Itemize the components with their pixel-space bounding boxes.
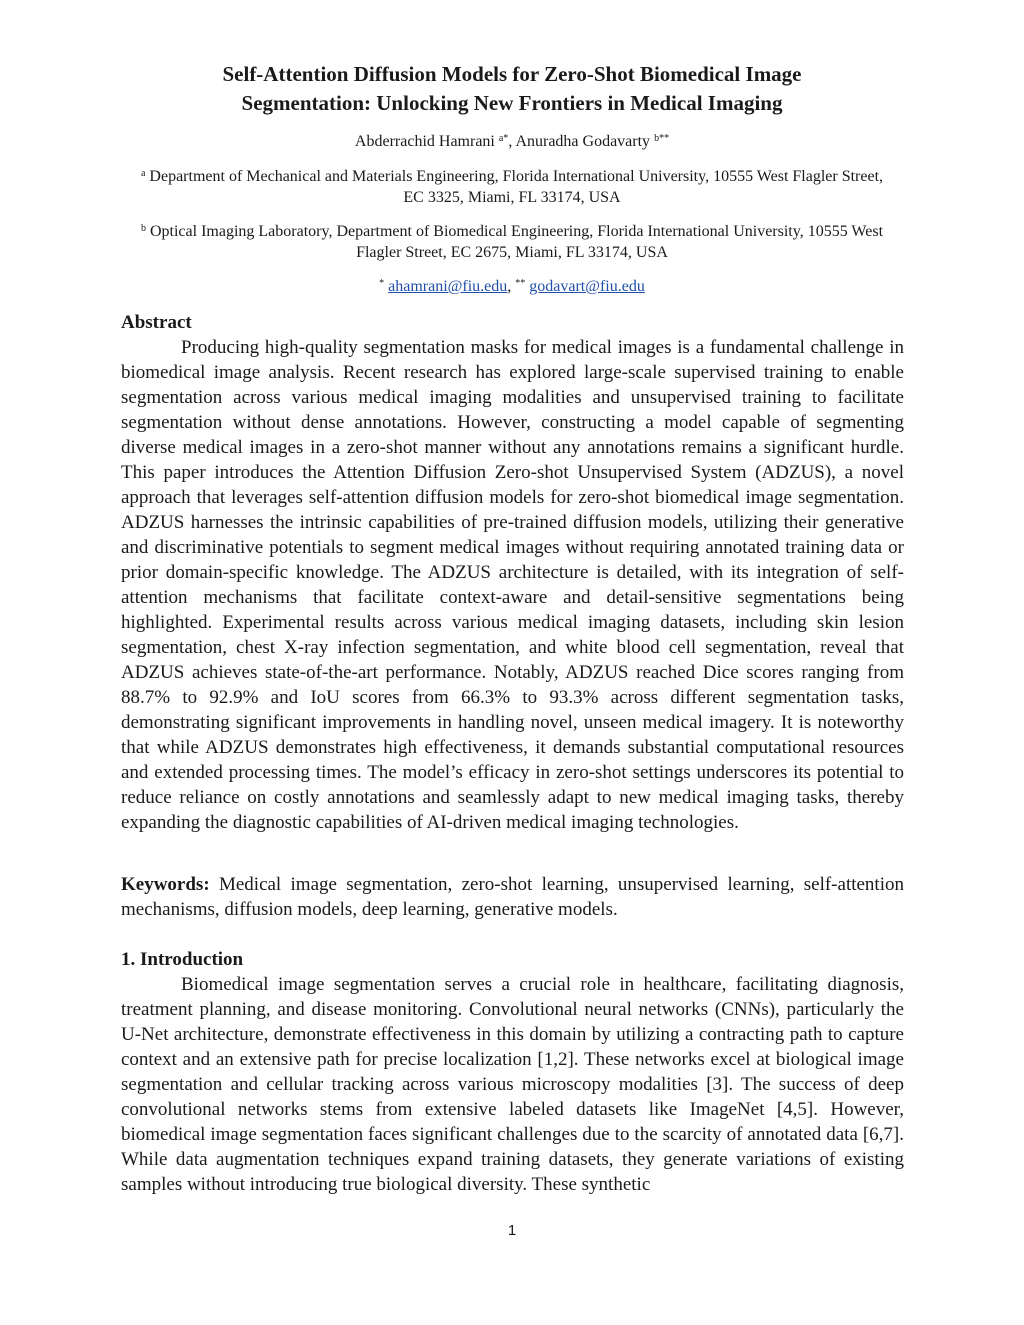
affiliation-text: Department of Mechanical and Materials Engineering, Florida International University, 10555 West Flagler Street, bbox=[149, 168, 884, 185]
contact-emails bbox=[115, 276, 909, 297]
abstract-paragraph: Producing high-quality segmentation masks for medical images is a fundamental challenge in biomedical image analysis. Recent research has explored large-scale supervised training to enable segmentation across various medical imaging modalities and unsupervised training to facilitate segmentation without dense annotations. However, constructing a model capable of segmenting diverse medical images in a zero-shot manner without any annotations remains a significant hurdle. This paper introduces the Attention Diffusion Zero-shot Unsupervised System (ADZUS), a novel approach that leverages self-attention diffusion models for zero-shot biomedical image segmentation. ADZUS harnesses the intrinsic capabilities of pre-trained diffusion models, utilizing their generative and discriminative potentials to segment medical images without requiring annotated training data or prior domain-specific knowledge. The ADZUS architecture is detailed, with its integration of self-attention mechanisms that facilitate context-aware and detail-sensitive segmentations being highlighted. Experimental results across various medical imaging datasets, including skin lesion segmentation, chest X-ray infection segmentation, and white blood cell segmentation, reveal that ADZUS achieves state-of-the-art performance. Notably, ADZUS reached Dice scores ranging from 88.7% to 92.9% and IoU scores from 66.3% to 93.3% across different segmentation tasks, demonstrating significant improvements in handling novel, unseen medical imagery. It is noteworthy that while ADZUS demonstrates high effectiveness, it demands substantial computational resources and extended processing times. The model’s efficacy in zero-shot settings underscores its potential to reduce reliance on costly annotations and seamlessly adapt to new medical imaging tasks, thereby expanding the diagnostic capabilities of AI-driven medical imaging technologies. bbox=[121, 337, 904, 833]
author-name: Abderrachid Hamrani bbox=[354, 133, 495, 150]
page-number: 1 bbox=[507, 1222, 517, 1239]
abstract-heading: Abstract bbox=[121, 312, 192, 333]
affiliation-a bbox=[115, 166, 909, 208]
email-mark: * bbox=[379, 278, 385, 289]
affiliation-mark: a bbox=[140, 168, 146, 179]
keywords-text: Medical image segmentation, zero-shot learning, unsupervised learning, self-attention mechanisms, diffusion models, deep learning, generative models. bbox=[121, 874, 904, 920]
email-mark: ** bbox=[515, 278, 526, 289]
affiliation-text: Optical Imaging Laboratory, Department of Biomedical Engineering, Florida International University, 10555 West bbox=[149, 223, 884, 240]
author-list bbox=[115, 131, 909, 152]
keywords-paragraph bbox=[121, 872, 904, 922]
keywords-label: Keywords: bbox=[121, 874, 210, 895]
paper-title-line-2: Segmentation: Unlocking New Frontiers in Medical Imaging bbox=[241, 91, 783, 115]
email-link-godavarty[interactable]: godavart@fiu.edu bbox=[529, 278, 645, 295]
author-name: Anuradha Godavarty bbox=[515, 133, 651, 150]
author-affiliation-mark: b** bbox=[654, 133, 670, 144]
affiliation-mark: b bbox=[140, 223, 146, 234]
affiliation-text: Flagler Street, EC 2675, Miami, FL 33174, USA bbox=[356, 244, 668, 261]
author-affiliation-mark: a* bbox=[498, 133, 509, 144]
affiliation-text: EC 3325, Miami, FL 33174, USA bbox=[403, 189, 621, 206]
paper-title-line-1: Self-Attention Diffusion Models for Zero-Shot Biomedical Image bbox=[222, 62, 802, 86]
email-link-hamrani[interactable]: ahamrani@fiu.edu bbox=[388, 278, 508, 295]
affiliation-b bbox=[115, 221, 909, 263]
introduction-paragraph: Biomedical image segmentation serves a crucial role in healthcare, facilitating diagnosis, treatment planning, and disease monitoring. Convolutional neural networks (CNNs), particularly the U-Net architecture, demonstrate effectiveness in this domain by utilizing a contracting path to capture context and an extensive path for precise localization [1,2]. These networks excel at biological image segmentation and cellular tracking across various microscopy modalities [3]. The success of deep convolutional networks stems from extensive labeled datasets like ImageNet [4,5]. However, biomedical image segmentation faces significant challenges due to the scarcity of annotated data [6,7]. While data augmentation techniques expand training datasets, they generate variations of existing samples without introducing true biological diversity. These synthetic bbox=[121, 974, 904, 1195]
introduction-heading: 1. Introduction bbox=[121, 949, 244, 970]
email-separator: , bbox=[507, 278, 516, 295]
author-separator: , bbox=[508, 133, 516, 150]
